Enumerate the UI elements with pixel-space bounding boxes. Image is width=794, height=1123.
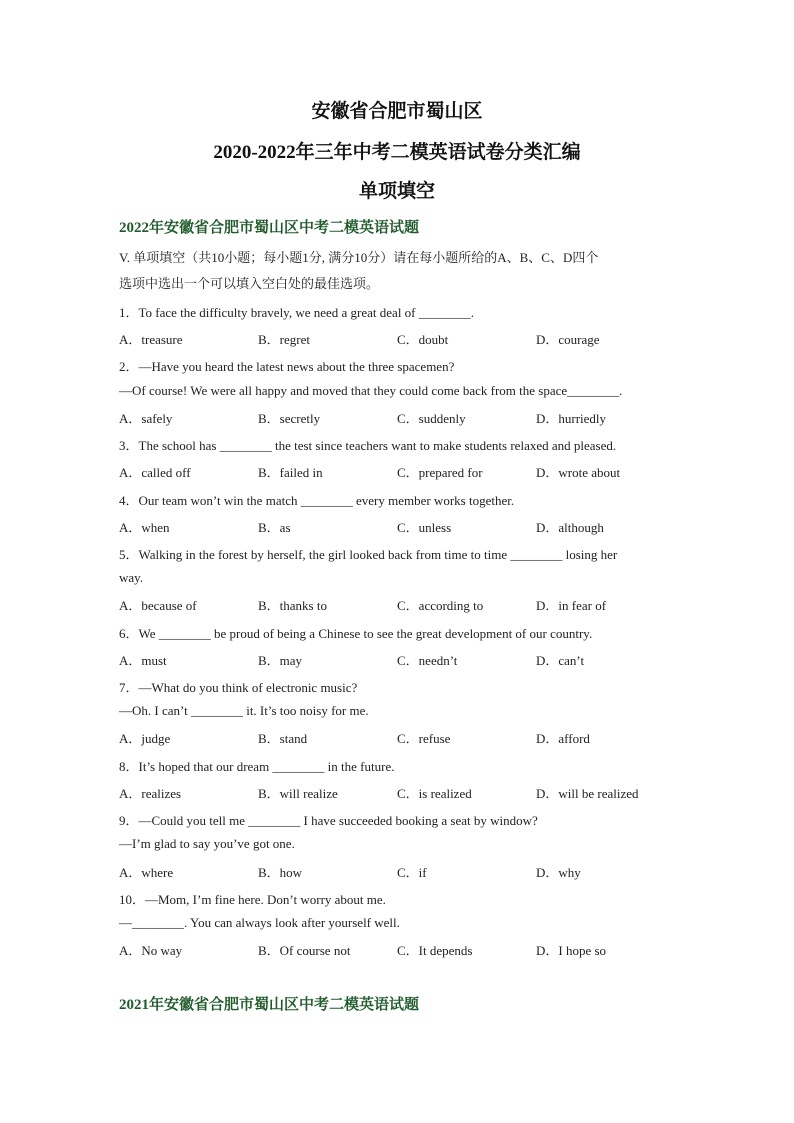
question-3-option-d: D．wrote about bbox=[536, 465, 621, 480]
question-6-option-d: D．can’t bbox=[536, 653, 585, 668]
question-5-option-a: A．because of bbox=[119, 598, 197, 613]
question-5-option-b: B．thanks to bbox=[258, 598, 327, 613]
question-1-text: 1．To face the difficulty bravely, we need a great deal of ________. bbox=[119, 305, 475, 320]
question-4-option-a: A．when bbox=[119, 520, 170, 535]
question-2-option-b: B．secretly bbox=[258, 411, 321, 426]
question-7-option-c: C．refuse bbox=[397, 731, 451, 746]
question-4-option-d: D．although bbox=[536, 520, 604, 535]
question-2-option-a: A．safely bbox=[119, 411, 173, 426]
section-title-2021: 2021年安徽省合肥市蜀山区中考二模英语试题 bbox=[119, 997, 420, 1013]
question-2-option-d: D．hurriedly bbox=[536, 411, 607, 426]
question-3-option-a: A．called off bbox=[119, 465, 191, 480]
title-exam-series: 2020-2022年三年中考二模英语试卷分类汇编 bbox=[213, 142, 581, 163]
question-2-option-c: C．suddenly bbox=[397, 411, 466, 426]
question-3-option-b: B．failed in bbox=[258, 465, 323, 480]
question-10-option-a: A．No way bbox=[119, 943, 183, 958]
question-9-option-b: B．how bbox=[258, 865, 303, 880]
question-10-option-c: C．It depends bbox=[397, 943, 473, 958]
question-8-option-b: B．will realize bbox=[258, 786, 338, 801]
question-2-text: 2．—Have you heard the latest news about the three spacemen? bbox=[119, 359, 455, 374]
question-10-text: 10．—Mom, I’m fine here. Don’t worry about me. bbox=[119, 892, 386, 907]
question-1-option-c: C．doubt bbox=[397, 332, 449, 347]
question-4-option-b: B．as bbox=[258, 520, 291, 535]
instruction-line-1: V. 单项填空（共10小题；每小题1分, 满分10分）请在每小题所给的A、B、C、D四个 bbox=[119, 250, 599, 265]
question-7-option-d: D．afford bbox=[536, 731, 590, 746]
question-6-option-b: B．may bbox=[258, 653, 303, 668]
question-4-text: 4．Our team won’t win the match ________ every member works together. bbox=[119, 493, 515, 508]
question-1-option-a: A．treasure bbox=[119, 332, 183, 347]
question-3-option-c: C．prepared for bbox=[397, 465, 483, 480]
question-2-text-2: —Of course! We were all happy and moved that they could come back from the space________. bbox=[119, 383, 623, 398]
question-7-text-2: —Oh. I can’t ________ it. It’s too noisy for me. bbox=[119, 703, 369, 718]
question-5-text-2: way. bbox=[119, 570, 144, 585]
question-8-option-a: A．realizes bbox=[119, 786, 182, 801]
question-5-option-d: D．in fear of bbox=[536, 598, 607, 613]
question-6-text: 6．We ________ be proud of being a Chinese to see the great development of our country. bbox=[119, 626, 593, 641]
question-9-text: 9．—Could you tell me ________ I have succeeded booking a seat by window? bbox=[119, 813, 538, 828]
section-title-2022: 2022年安徽省合肥市蜀山区中考二模英语试题 bbox=[119, 220, 420, 236]
question-6-option-a: A．must bbox=[119, 653, 167, 668]
question-9-text-2: —I’m glad to say you’ve got one. bbox=[119, 836, 295, 851]
instruction-line-2: 选项中选出一个可以填入空白处的最佳选项。 bbox=[119, 276, 380, 291]
question-8-option-c: C．is realized bbox=[397, 786, 472, 801]
question-10-option-d: D．I hope so bbox=[536, 943, 607, 958]
question-1-option-d: D．courage bbox=[536, 332, 600, 347]
question-9-option-d: D．why bbox=[536, 865, 581, 880]
question-7-text: 7．—What do you think of electronic music? bbox=[119, 680, 358, 695]
question-9-option-a: A．where bbox=[119, 865, 174, 880]
question-4-option-c: C．unless bbox=[397, 520, 452, 535]
question-8-text: 8．It’s hoped that our dream ________ in the future. bbox=[119, 759, 395, 774]
question-1-option-b: B．regret bbox=[258, 332, 310, 347]
title-category: 单项填空 bbox=[358, 181, 435, 202]
title-region: 安徽省合肥市蜀山区 bbox=[311, 101, 483, 122]
question-7-option-b: B．stand bbox=[258, 731, 308, 746]
question-5-option-c: C．according to bbox=[397, 598, 484, 613]
question-3-text: 3．The school has ________ the test since teachers want to make students relaxed and pleased. bbox=[119, 438, 617, 453]
question-10-option-b: B．Of course not bbox=[258, 943, 351, 958]
question-9-option-c: C．if bbox=[397, 865, 427, 880]
question-7-option-a: A．judge bbox=[119, 731, 171, 746]
question-10-text-2: —________. You can always look after yourself well. bbox=[119, 915, 400, 930]
question-6-option-c: C．needn’t bbox=[397, 653, 458, 668]
question-5-text: 5．Walking in the forest by herself, the girl looked back from time to time ________ losing her bbox=[119, 547, 618, 562]
question-8-option-d: D．will be realized bbox=[536, 786, 639, 801]
